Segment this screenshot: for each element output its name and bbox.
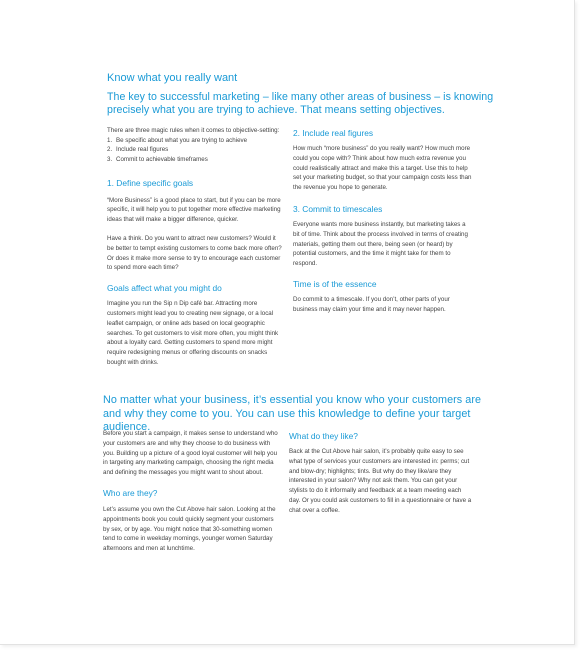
section-lead: The key to successful marketing – like many other areas of business – is knowing precisely what you are trying to achieve. That means setting objectives. xyxy=(107,91,494,116)
left-column xyxy=(107,126,282,368)
define-goals-p2: Have a think. Do you want to attract new customers? Would it be better to tempt existing customers to come back more often? Or does it make more sense to try to encourage each customer to spend more each time? xyxy=(107,234,282,272)
section2-left-column xyxy=(103,429,281,554)
rules-intro: There are three magic rules when it comes to objective-setting: xyxy=(107,127,280,134)
section-heading: Know what you really want xyxy=(107,72,238,84)
essence-heading: Time is of the essence xyxy=(293,278,377,289)
timescales-p1: Everyone wants more business instantly, but marketing takes a bit of time. Think about the process involved in terms of creating materials, getting them out there, being seen (or heard) by potential customers, and the time it might take for them to respond. xyxy=(293,220,468,268)
define-goals-p1: “More Business” is a good place to start, but if you can be more specific, it will help you to put together more effective marketing ideas that will make a bigger difference, quicker. xyxy=(107,196,281,224)
rule-item: 3. Commit to achievable timeframes xyxy=(107,155,208,163)
timescales-heading: 3. Commit to timescales xyxy=(293,203,383,214)
right-column xyxy=(293,128,473,315)
real-figures-p1: How much “more business” do you really want? How much more could you cope with? Think about how much extra revenue you could realistically attract and make this a target. Use this to help set your marketing budget, so that your campaign costs less than the revenue you hope to generate. xyxy=(293,145,472,192)
what-p1: Back at the Cut Above hair salon, it’s probably quite easy to see what type of services your customers are interested in: perms; cut and blow-dry; highlights; tints. But why do they like/are they interested in your salon? Why not ask them. You can get your stylists to do it informally and feedback at a team meeting each day. Or you could ask customers to fill in a questionnaire or have a chat over a coffee. xyxy=(289,448,472,514)
section2-right-column xyxy=(289,431,472,516)
rule-item: 1. Be specific about what you are trying to achieve xyxy=(107,136,248,144)
section2-intro: Before you start a campaign, it makes sense to understand who your customers are and why they choose to do business with you. Building up a picture of a good loyal customer will help you in targeting any marketing campaign, choosing the right media and defining the messages you might want to shout about. xyxy=(103,430,278,477)
define-goals-heading: 1. Define specific goals xyxy=(107,177,194,188)
rules-list xyxy=(107,136,282,165)
goals-affect-heading: Goals affect what you might do xyxy=(107,283,222,294)
goals-affect-p1: Imagine you run the Sip n Dip café bar. Attracting more customers might lead you to creating new signage, or a local leaflet campaign, or online ads based on local geographic searches. To get customers to visit more often, you might think about a loyalty card. Getting customers to spend more might require redesigning menus or offering discounts on snacks bought with drinks. xyxy=(107,300,279,366)
what-heading: What do they like? xyxy=(289,431,358,441)
section2-lead: No matter what your business, it’s essential you know who your customers are and why they come to you. You can use this knowledge to define your target audience. xyxy=(103,394,482,433)
rule-item: 2. Include real figures xyxy=(107,146,169,154)
real-figures-heading: 2. Include real figures xyxy=(293,128,374,138)
who-heading: Who are they? xyxy=(103,487,158,498)
who-p1: Let’s assume you own the Cut Above hair salon. Looking at the appointments book you could quickly segment your customers by sex, or by age. You might notice that 30-something women tend to come in weekday mornings, younger women Saturday afternoons and men at lunchtime. xyxy=(103,505,276,553)
essence-p1: Do commit to a timescale. If you don’t, other parts of your business may claim your time and it may never happen. xyxy=(293,295,450,313)
